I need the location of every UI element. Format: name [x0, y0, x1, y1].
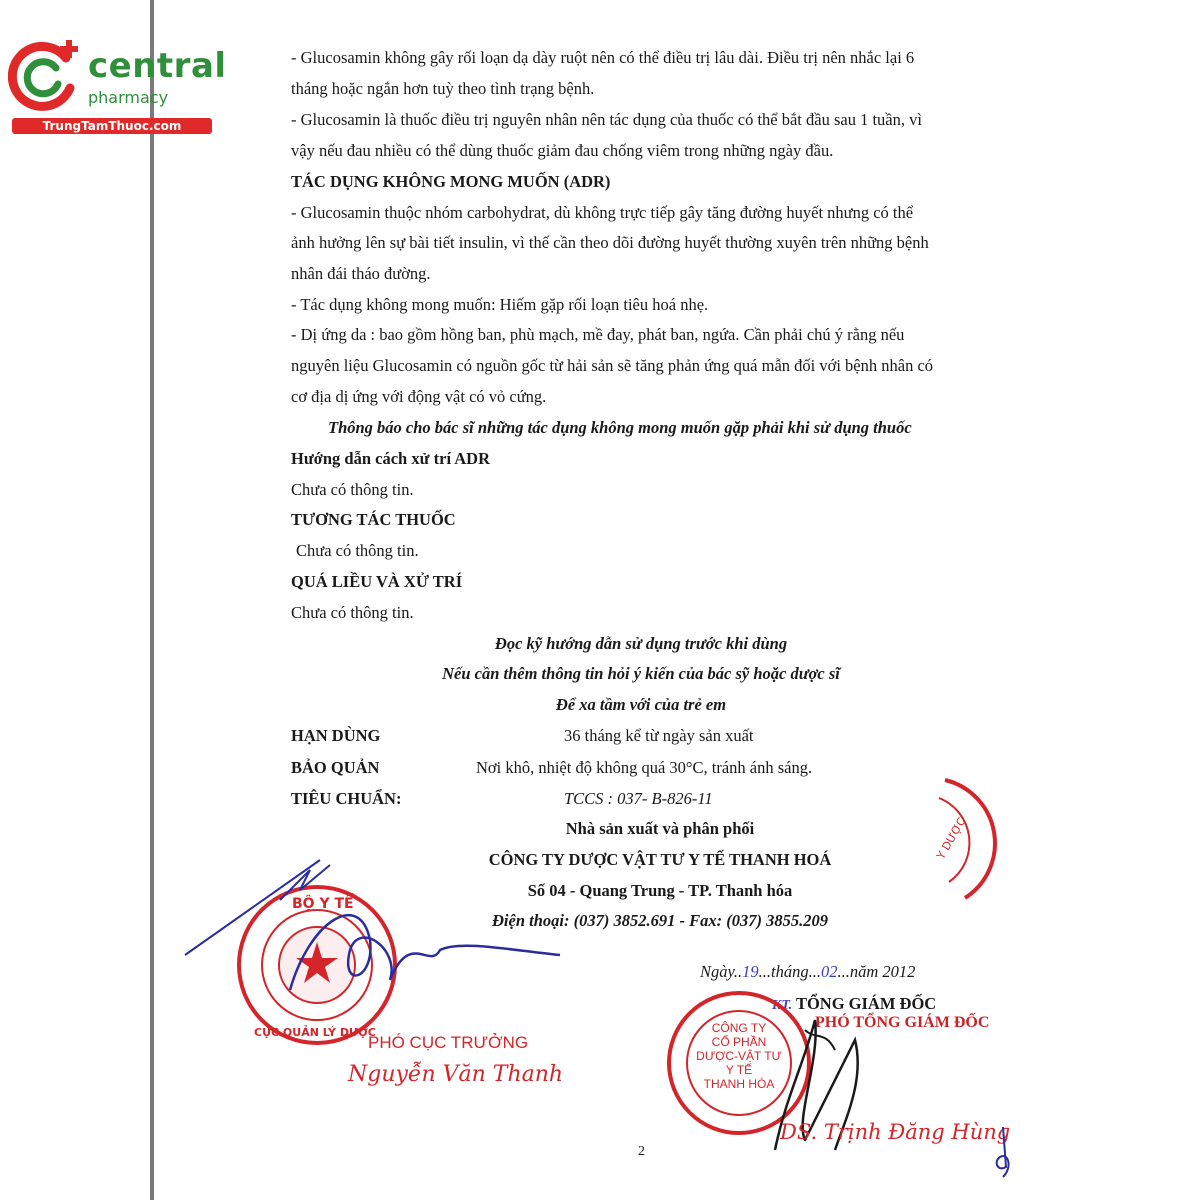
standard-label: TIÊU CHUẨN:	[291, 789, 402, 808]
company-stamp-line: CÔNG TY	[711, 1021, 767, 1035]
ministry-stamp-bottom: CỤC QUẢN LÝ DƯỢC	[254, 1026, 376, 1039]
heading-overdose: QUÁ LIỀU VÀ XỬ TRÍ	[291, 572, 463, 591]
vice-director-name: DS. Trịnh Đăng Hùng	[780, 1120, 1011, 1144]
paragraph-line: - Dị ứng da : bao gồm hồng ban, phù mạch, mề đay, phát ban, ngứa. Cần phải chú ý rằng nếu	[291, 325, 905, 344]
deputy-director-title: PHÓ CỤC TRƯỞNG	[368, 1033, 529, 1052]
warning-read: Đọc kỹ hướng dẫn sử dụng trước khi dùng	[494, 634, 788, 653]
logo-site-link[interactable]: TrungTamThuoc.com	[12, 118, 212, 134]
date-month-prefix: ...tháng...	[758, 962, 822, 981]
paragraph-line: cơ địa dị ứng với động vật có vỏ cứng.	[291, 387, 547, 406]
pharmacy-logo[interactable]	[8, 36, 227, 136]
paragraph-line: vậy nếu đau nhiều có thể dùng thuốc giảm đau chống viêm trong những ngày đầu.	[291, 141, 834, 160]
date-year: ...năm 2012	[837, 962, 916, 981]
pharmacy-logo-icon	[8, 36, 88, 116]
expiry-label: HẠN DÙNG	[291, 726, 381, 745]
heading-interactions: TƯƠNG TÁC THUỐC	[291, 510, 456, 529]
heading-adr-guide: Hướng dẫn cách xử trí ADR	[291, 449, 490, 468]
storage-label: BẢO QUẢN	[291, 758, 380, 777]
paragraph-line: ảnh hưởng lên sự bài tiết insulin, vì thế cần theo dõi đường huyết thường xuyên trên những bệnh	[291, 233, 929, 252]
paragraph-line: - Tác dụng không mong muốn: Hiếm gặp rối loạn tiêu hoá nhẹ.	[291, 295, 709, 314]
heading-adr: TÁC DỤNG KHÔNG MONG MUỐN (ADR)	[291, 172, 611, 191]
kt-prefix: KT.	[772, 998, 793, 1013]
paragraph-line: - Glucosamin không gây rối loạn dạ dày ruột nên có thể điều trị lâu dài. Điều trị nên nhắc lại 6	[291, 48, 915, 67]
initial-mark	[988, 1122, 1018, 1182]
expiry-value: 36 tháng kể từ ngày sản xuất	[564, 726, 754, 745]
logo-subtitle: pharmacy	[88, 88, 169, 107]
deputy-director-name: Nguyễn Văn Thanh	[348, 1062, 564, 1087]
storage-value: Nơi khô, nhiệt độ không quá 30°C, tránh ánh sáng.	[476, 758, 813, 777]
paragraph-line: tháng hoặc ngắn hơn tuỳ theo tình trạng bệnh.	[291, 79, 595, 98]
date-month: 02	[821, 962, 838, 981]
date-prefix: Ngày..	[700, 962, 743, 981]
paragraph-line: - Glucosamin là thuốc điều trị nguyên nhân nên tác dụng của thuốc có thể bắt đầu sau 1 tuần, vì	[291, 110, 922, 129]
left-signature	[180, 830, 600, 1030]
page-number: 2	[638, 1144, 645, 1159]
manufacturer-company: CÔNG TY DƯỢC VẬT TƯ Y TẾ THANH HOÁ	[488, 850, 832, 869]
manufacturer-address: Số 04 - Quang Trung - TP. Thanh hóa	[527, 881, 793, 900]
logo-name: central	[88, 46, 227, 86]
paragraph-line: nguyên liệu Glucosamin có nguồn gốc từ hải sản sẽ tăng phản ứng quá mẫn đối với bệnh nhân có	[291, 356, 934, 375]
interactions-text: Chưa có thông tin.	[296, 541, 419, 560]
svg-text:Y DƯỢC: Y DƯỢC	[934, 815, 969, 862]
sign-date	[700, 962, 915, 982]
date-day: 19	[742, 962, 759, 981]
manufacturer-label: Nhà sản xuất và phân phối	[565, 819, 755, 838]
warning-children: Để xa tầm với của trẻ em	[555, 695, 727, 714]
adr-notice: Thông báo cho bác sĩ những tác dụng không mong muốn gặp phải khi sử dụng thuốc	[328, 418, 912, 437]
ministry-stamp-top: BỘ Y TẾ	[292, 896, 354, 912]
company-stamp-line: CỔ PHẦN	[711, 1035, 767, 1049]
standard-value: TCCS : 037- B-826-11	[564, 789, 713, 808]
scan-page-edge	[150, 0, 154, 1200]
company-stamp-line: THANH HÓA	[703, 1077, 775, 1091]
overdose-text: Chưa có thông tin.	[291, 603, 414, 622]
stamp-partial-right	[905, 770, 1015, 910]
paragraph-line: - Glucosamin thuộc nhóm carbohydrat, dù không trực tiếp gây tăng đường huyết nhưng có thể	[291, 203, 914, 222]
manufacturer-phone: Điện thoại: (037) 3852.691 - Fax: (037) 3855.209	[492, 911, 828, 930]
company-stamp-line: DƯỢC-VẬT TƯ	[696, 1049, 782, 1063]
vice-director-title: PHÓ TỔNG GIÁM ĐỐC	[815, 1014, 990, 1031]
guide-text: Chưa có thông tin.	[291, 480, 414, 499]
warning-consult: Nếu cần thêm thông tin hỏi ý kiến của bác sỹ hoặc dược sĩ	[442, 664, 840, 683]
paragraph-line: nhân đái tháo đường.	[291, 264, 431, 283]
company-stamp-line: Y TẾ	[725, 1063, 753, 1077]
director-title-text: TỔNG GIÁM ĐỐC	[795, 994, 937, 1013]
